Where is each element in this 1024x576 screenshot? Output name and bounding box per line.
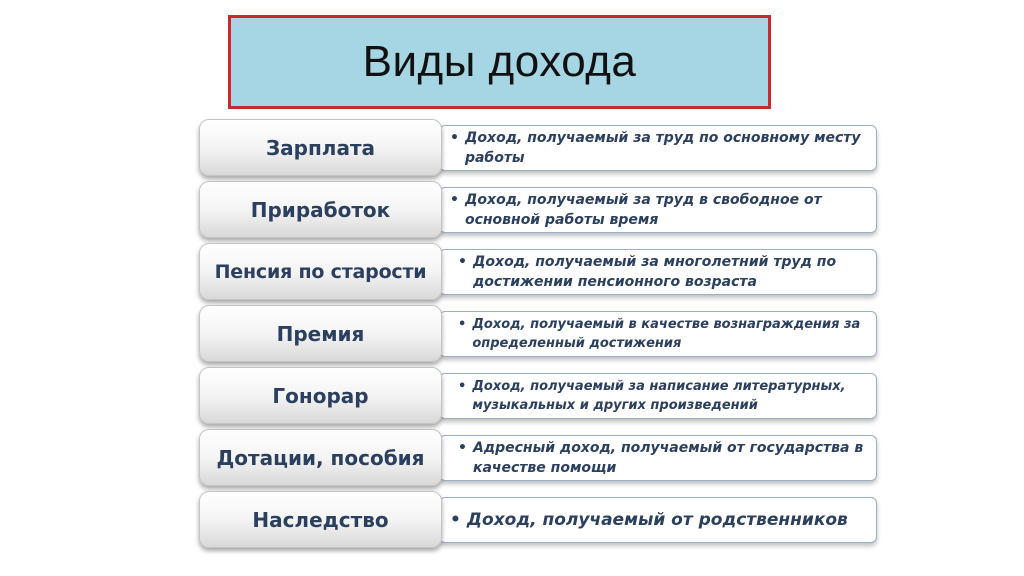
- bullet-icon: •: [458, 440, 467, 456]
- label-box: [199, 429, 442, 486]
- income-type-label: Дотации, пособия: [216, 445, 425, 470]
- income-type-label: Приработок: [250, 197, 391, 222]
- bullet-icon: •: [458, 317, 467, 332]
- income-row-bonus: [199, 305, 881, 362]
- income-row-inheritance: [199, 491, 881, 548]
- income-type-label: Премия: [276, 321, 365, 346]
- income-row-pension: [199, 243, 881, 300]
- income-type-label: Пенсия по старости: [214, 260, 427, 283]
- bullet-icon: •: [450, 510, 461, 530]
- description-text: Доход, получаемый за труд по основному месту работы: [464, 130, 861, 166]
- label-box: [199, 181, 442, 238]
- description-box: [439, 187, 877, 233]
- bullet-icon: •: [458, 379, 467, 394]
- description-text: Адресный доход, получаемый от государства в качестве помощи: [472, 440, 864, 476]
- description-box: [439, 125, 877, 171]
- income-row-salary: [199, 119, 881, 176]
- description-text: Доход, получаемый за многолетний труд по достижении пенсионного возраста: [472, 254, 837, 290]
- income-type-label: Наследство: [252, 507, 389, 532]
- page-title: Виды дохода: [362, 37, 637, 86]
- title-box: [228, 15, 771, 109]
- description-box: [439, 311, 877, 357]
- description-text: Доход, получаемый от родственников: [466, 510, 848, 530]
- income-type-label: Зарплата: [265, 135, 376, 160]
- label-box: [199, 491, 442, 548]
- label-box: [199, 367, 442, 424]
- description-box: [439, 435, 877, 481]
- income-row-side-job: [199, 181, 881, 238]
- bullet-icon: •: [458, 254, 467, 270]
- income-type-label: Гонорар: [272, 383, 369, 408]
- description-text: Доход, получаемый за труд в свободное от основной работы время: [464, 192, 822, 228]
- label-box: [199, 305, 442, 362]
- bullet-icon: •: [450, 130, 459, 146]
- income-row-subsidies: [199, 429, 881, 486]
- label-box: [199, 119, 442, 176]
- description-box: [439, 249, 877, 295]
- income-row-royalty: [199, 367, 881, 424]
- description-box: [439, 373, 877, 419]
- bullet-icon: •: [450, 192, 459, 208]
- description-text: Доход, получаемый за написание литературных, музыкальных и других произведений: [472, 379, 846, 413]
- description-text: Доход, получаемый в качестве вознаграждения за определенный достижения: [472, 317, 861, 351]
- label-box: [199, 243, 442, 300]
- description-box: [439, 497, 877, 543]
